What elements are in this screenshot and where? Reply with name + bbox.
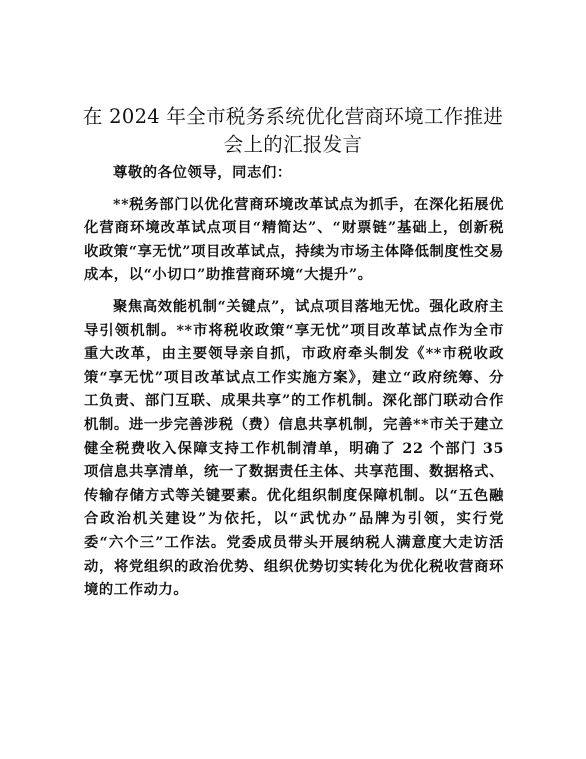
paragraph-intro: **税务部门以优化营商环境改革试点为抓手，在深化拓展优化营商环境改革试点项目“精简达”、“财票链”基础上，创新税收政策“享无忧”项目改革试点，持续为市场主体降低制度性交易成本，以“小切口”助推营商环境“大提升”。 — [84, 196, 504, 284]
paragraph-mechanism: 聚焦高效能机制“关键点”，试点项目落地无忧。强化政府主导引领机制。**市将税收政策“享无忧”项目改革试点作为全市重大改革，由主要领导亲自抓，市政府牵头制发《**市税收政策“享无忧”项目改革试点工作实施方案》，建立“政府统筹、分工负责、部门互联、成果共享”的工作机制。深化部门联动合作机制。进一步完善涉税（费）信息共享机制，完善**市关于建立健全税费收入保障支持工作机制清单，明确了 22 个部门 35 项信息共享清单，统一了数据责任主体、共享范围、数据格式、传输存储方式等关键要素。优化组织制度保障机制。以“五色融合政治机关建设”为依托，以“武忧办”品牌为引领，实行党委“六个三”工作法。党委成员带头开展纳税人满意度大走访活动，将党组织的政治优势、组织优势切实转化为优化税收营商环境的工作动力。 — [84, 298, 504, 599]
title-line-1: 在 2024 年全市税务系统优化营商环境工作推进 — [82, 105, 504, 128]
document-title — [80, 103, 506, 159]
document-body — [84, 162, 504, 611]
salutation: 尊敬的各位领导，同志们： — [113, 165, 292, 181]
title-line-2: 会上的汇报发言 — [223, 133, 363, 156]
